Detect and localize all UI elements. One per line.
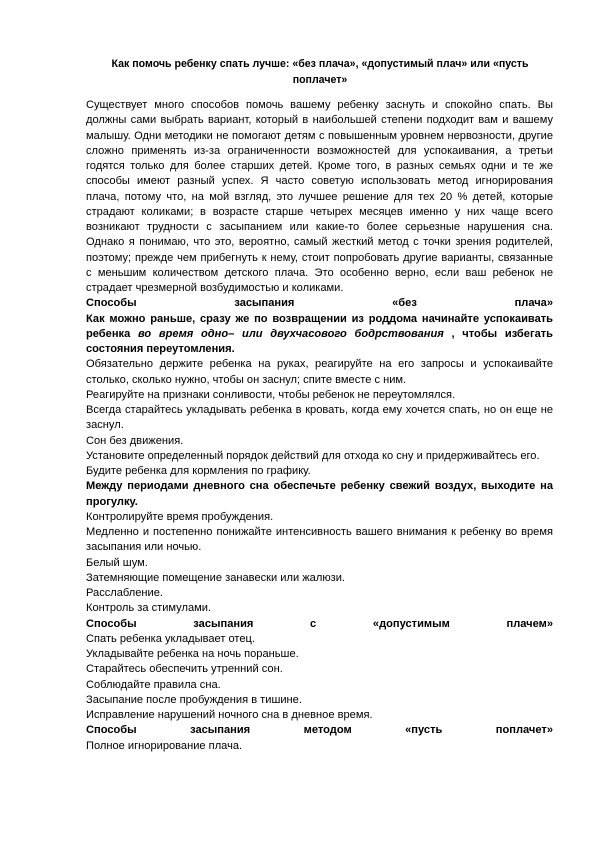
list-item: Затемняющие помещение занавески или жалюзи. xyxy=(86,571,346,584)
section-heading-let-cry: Способы засыпания методом «пусть поплачет» xyxy=(86,724,553,737)
list-item: Реагируйте на признаки сонливости, чтобы ребенок не переутомлялся. xyxy=(86,388,456,401)
document-body xyxy=(86,98,553,754)
list-item: Полное игнорирование плача. xyxy=(86,739,243,752)
list-item: Соблюдайте правила сна. xyxy=(86,678,221,691)
list-item: Спать ребенка укладывает отец. xyxy=(86,632,255,645)
list-item: Контролируйте время пробуждения. xyxy=(86,510,274,523)
list-item: Будите ребенка для кормления по графику. xyxy=(86,465,311,477)
section-lead-paragraph xyxy=(86,312,553,358)
list-item: Исправление нарушений ночного сна в дневное время. xyxy=(86,709,373,721)
document-title: Как помочь ребенку спать лучше: «без плача», «допустимый плач» или «пусть поплачет» xyxy=(111,58,529,86)
list-item: Контроль за стимулами. xyxy=(86,602,212,615)
lead-text-part2: , чтобы избегать состояния переутомления. xyxy=(86,327,553,355)
intro-paragraph: Существует много способов помочь вашему ребенку заснуть и спокойно спать. Вы должны сами выбрать вариант, который в наибольшей степени подходит вам и вашему малышу. Одни методики не помогают детям с повышенным уровнем нервозности, другие сложно применять из-за ограниченности возможностей для успокаивания, а третьи годятся только для более старших детей. Кроме того, в разных семьях одни и те же способы имеют разный успех. Я часто советую использовать метод игнорирования плача, потому что, на мой взгляд, это лучшее решение для тех 20 % детей, которые страдают коликами; в возрасте старше четырех месяцев именно у них чаще всего возникают трудности с засыпанием или какие-то более серьезные нарушения сна. Однако я понимаю, что это, вероятно, самый жесткий метод с точки зрения родителей, поэтому; прежде чем прибегнуть к нему, стоит попробовать другие варианты, связанные с меньшим количеством детского плача. Это особенно верно, если ваш ребенок не страдает чрезмерной возбудимостью и коликами. xyxy=(86,99,553,294)
section-heading-no-cry: Способы засыпания «без плача» xyxy=(86,297,553,310)
list-item: Старайтесь обеспечить утренний сон. xyxy=(86,663,283,676)
section-lead-paragraph-2: Между периодами дневного сна обеспечьте ребенку свежий воздух, выходите на прогулку. xyxy=(86,480,553,508)
list-item: Сон без движения. xyxy=(86,434,184,447)
list-item: Засыпание после пробуждения в тишине. xyxy=(86,693,302,706)
lead-text-part1: Как можно раньше, сразу же по возвращении из роддома начинайте успокаивать ребенка xyxy=(86,312,553,340)
section-heading-acceptable-cry: Способы засыпания с «допустимым плачем» xyxy=(86,617,553,630)
list-item: Белый шум. xyxy=(86,556,148,569)
list-item: Всегда старайтесь укладывать ребенка в кровать, когда ему хочется спать, но он еще не заснул. xyxy=(86,404,553,432)
lead-text-emphasis: во время одно– или двухчасового бодрствования xyxy=(137,327,444,340)
list-item: Расслабление. xyxy=(86,587,164,599)
list-item: Обязательно держите ребенка на руках, реагируйте на его запросы и успокаивайте столько, сколько нужно, чтобы он заснул; спите вместе с ним. xyxy=(86,358,553,386)
list-item: Установите определенный порядок действий для отхода ко сну и придерживайтесь его. xyxy=(86,449,540,462)
list-item: Медленно и постепенно понижайте интенсивность вашего внимания к ребенку во время засыпания или ночью. xyxy=(86,526,553,554)
list-item: Укладывайте ребенка на ночь пораньше. xyxy=(86,648,299,660)
